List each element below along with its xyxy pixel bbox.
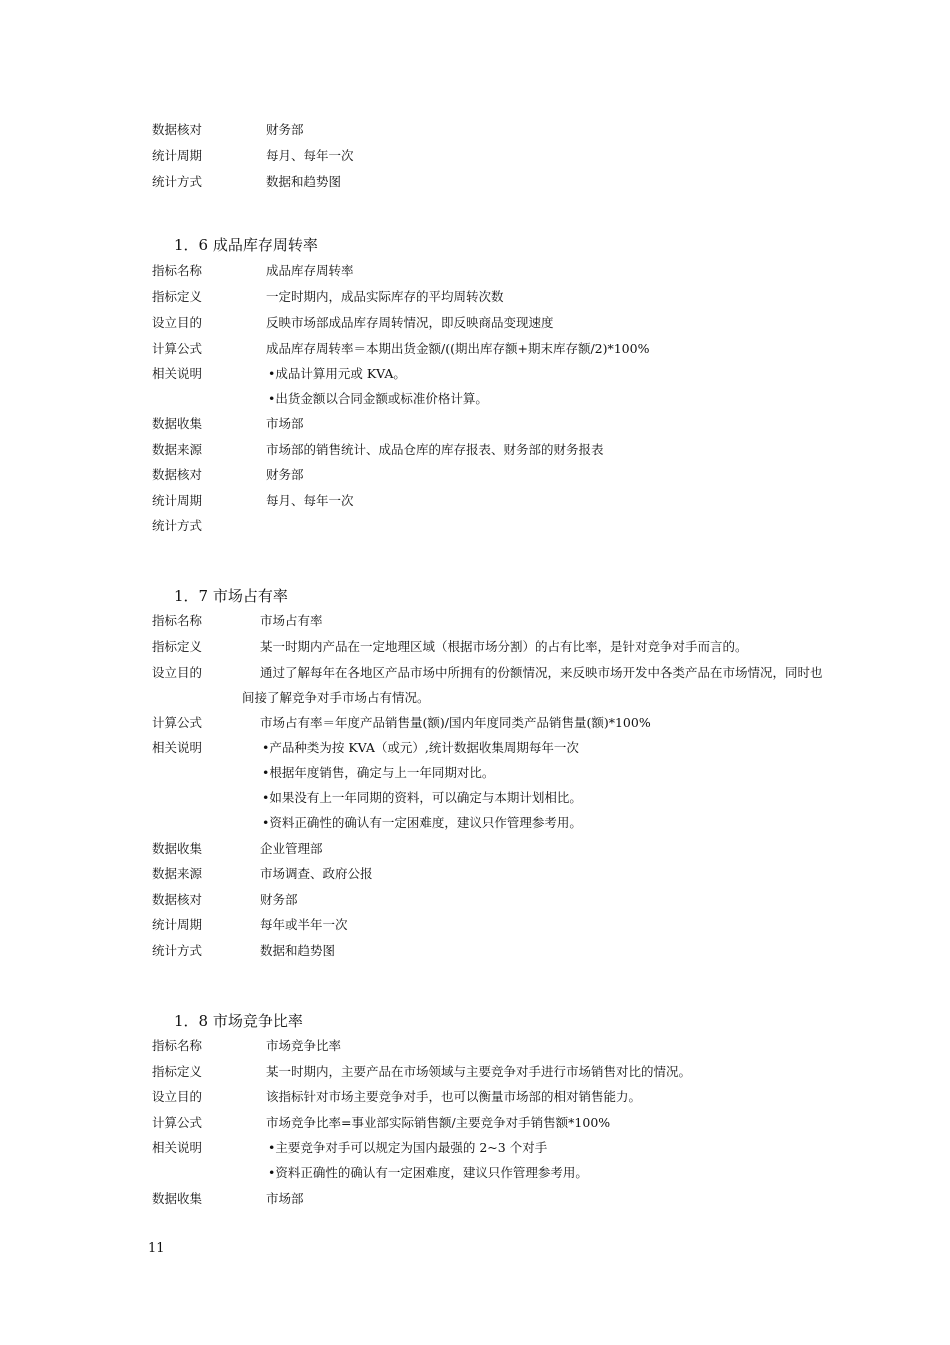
field-label: 指标名称: [152, 613, 203, 628]
field-value: •主要竞争对手可以规定为国内最强的 2~3 个对手: [268, 1140, 548, 1155]
field-label: 计算公式: [152, 715, 203, 730]
field-label: 相关说明: [152, 366, 203, 381]
field-value: 数据和趋势图: [260, 943, 336, 958]
field-value: 市场部: [266, 416, 304, 431]
field-value: 企业管理部: [260, 841, 323, 856]
field-value: 财务部: [266, 467, 304, 482]
section-heading: 1．6 成品库存周转率: [174, 236, 318, 254]
field-label: 数据核对: [152, 122, 203, 137]
field-value: 市场占有率＝年度产品销售量(额)/国内年度同类产品销售量(额)*100%: [260, 715, 651, 730]
field-label: 数据核对: [152, 467, 203, 482]
field-value: 成品库存周转率: [266, 263, 354, 278]
field-value: 通过了解每年在各地区产品市场中所拥有的份额情况，来反映市场开发中各类产品在市场情况，同时也: [260, 665, 823, 680]
field-value: 某一时期内，主要产品在市场领域与主要竞争对手进行市场销售对比的情况。: [266, 1064, 692, 1079]
field-label: 数据来源: [152, 442, 203, 457]
field-label: 数据来源: [152, 866, 203, 881]
field-value: 该指标针对市场主要竞争对手，也可以衡量市场部的相对销售能力。: [266, 1089, 642, 1104]
field-value: 市场竞争比率=事业部实际销售额/主要竞争对手销售额*100%: [266, 1115, 611, 1130]
field-label: 统计周期: [152, 493, 203, 508]
field-value: •根据年度销售，确定与上一年同期对比。: [262, 765, 495, 780]
field-label: 相关说明: [152, 740, 203, 755]
field-value: 市场部的销售统计、成品仓库的库存报表、财务部的财务报表: [266, 442, 604, 457]
field-label: 数据收集: [152, 841, 203, 856]
field-label: 计算公式: [152, 341, 203, 356]
field-value: 市场竞争比率: [266, 1038, 342, 1053]
field-label: 设立目的: [152, 665, 203, 680]
field-value: 市场部: [266, 1191, 304, 1206]
field-value: 市场占有率: [260, 613, 323, 628]
page-number: 11: [148, 1241, 165, 1256]
field-label: 指标名称: [152, 1038, 203, 1053]
field-label: 指标定义: [152, 639, 203, 654]
field-label: 数据核对: [152, 892, 203, 907]
field-label: 数据收集: [152, 416, 203, 431]
field-value: 成品库存周转率＝本期出货金额/((期出库存额+期末库存额/2)*100%: [266, 341, 650, 356]
section-heading: 1．7 市场占有率: [174, 587, 288, 605]
section-heading: 1．8 市场竞争比率: [174, 1012, 303, 1030]
field-value: 财务部: [266, 122, 304, 137]
field-value: 某一时期内产品在一定地理区域（根据市场分割）的占有比率，是针对竞争对手而言的。: [260, 639, 748, 654]
field-label: 统计方式: [152, 518, 203, 533]
field-label: 计算公式: [152, 1115, 203, 1130]
field-value: 每年或半年一次: [260, 917, 348, 932]
field-value: 数据和趋势图: [266, 174, 342, 189]
field-label: 统计方式: [152, 943, 203, 958]
field-label: 相关说明: [152, 1140, 203, 1155]
field-value: •出货金额以合同金额或标准价格计算。: [268, 391, 488, 406]
field-value: 每月、每年一次: [266, 493, 354, 508]
field-value: 一定时期内，成品实际库存的平均周转次数: [266, 289, 504, 304]
field-value: 反映市场部成品库存周转情况，即反映商品变现速度: [266, 315, 554, 330]
field-value: 市场调查、政府公报: [260, 866, 373, 881]
field-value: 间接了解竞争对手市场占有情况。: [242, 690, 430, 705]
field-label: 统计周期: [152, 148, 203, 163]
field-value: •资料正确性的确认有一定困难度，建议只作管理参考用。: [262, 815, 582, 830]
field-value: 每月、每年一次: [266, 148, 354, 163]
field-value: •如果没有上一年同期的资料，可以确定与本期计划相比。: [262, 790, 582, 805]
field-value: •产品种类为按 KVA（或元）,统计数据收集周期每年一次: [262, 740, 579, 755]
field-label: 指标定义: [152, 1064, 203, 1079]
field-label: 数据收集: [152, 1191, 203, 1206]
field-value: •资料正确性的确认有一定困难度，建议只作管理参考用。: [268, 1165, 588, 1180]
field-label: 统计周期: [152, 917, 203, 932]
field-label: 指标名称: [152, 263, 203, 278]
field-label: 统计方式: [152, 174, 203, 189]
field-value: 财务部: [260, 892, 298, 907]
field-label: 设立目的: [152, 1089, 203, 1104]
field-label: 设立目的: [152, 315, 203, 330]
field-label: 指标定义: [152, 289, 203, 304]
field-value: •成品计算用元或 KVA。: [268, 366, 406, 381]
